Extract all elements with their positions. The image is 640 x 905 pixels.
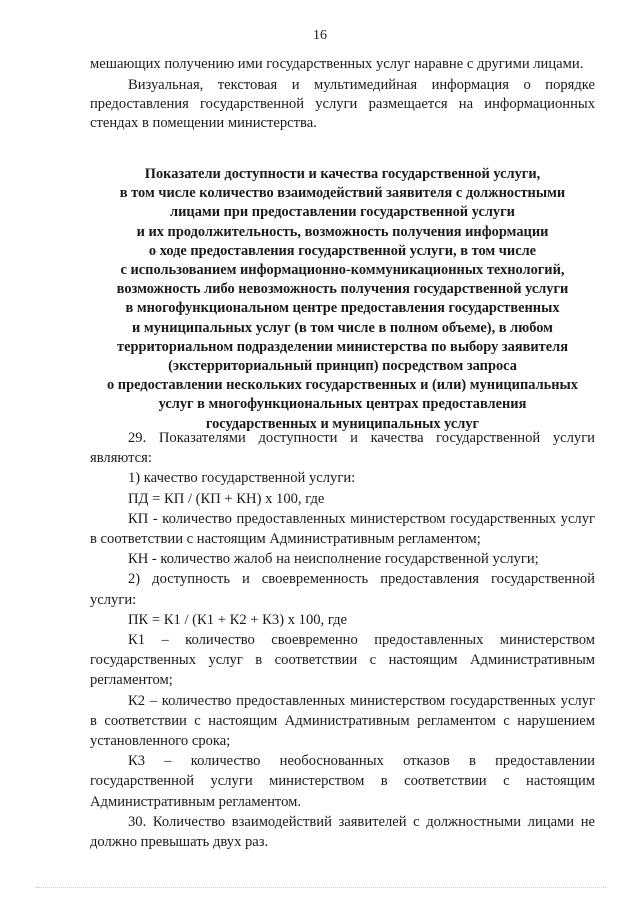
formula-pd: ПД = КП / (КП + КН) х 100, где bbox=[128, 490, 325, 507]
heading-line: в том числе количество взаимодействий заявителя с должностными bbox=[119, 185, 566, 202]
section-heading bbox=[70, 165, 615, 434]
heading-line: о предоставлении нескольких государственных и (или) муниципальных bbox=[107, 377, 578, 394]
page-number: 16 bbox=[313, 28, 327, 43]
paragraph-29: 29. Показателями доступности и качества государственной услуги являются: bbox=[90, 430, 595, 467]
heading-line: возможность либо невозможность получения государственной услуги bbox=[116, 281, 569, 298]
heading-line: Показатели доступности и качества государственной услуги, bbox=[144, 166, 541, 182]
definition-k1: К1 – количество своевременно предоставленных министерством государственных услуг в соответствии с настоящим Административным регламентом; bbox=[90, 632, 595, 689]
heading-line: с использованием информационно-коммуникационных технологий, bbox=[120, 262, 565, 279]
definition-kp: КП - количество предоставленных министерством государственных услуг в соответствии с настоящим Административным регламентом; bbox=[90, 510, 595, 548]
intro-paragraph-info-stands: Визуальная, текстовая и мультимедийная информация о порядке предоставления государственной услуги размещается на информационных стендах в помещении министерства. bbox=[90, 77, 595, 131]
paragraph-30: 30. Количество взаимодействий заявителей с должностными лицами не должно превышать двух раз. bbox=[90, 813, 595, 851]
definition-k2: К2 – количество предоставленных министерством государственных услуг в соответствии с настоящим Административным регламентом с нарушением установленного срока; bbox=[90, 692, 595, 750]
heading-line: (экстерриториальный принцип) посредством запроса bbox=[168, 358, 517, 375]
heading-line: территориальном подразделении министерства по выбору заявителя bbox=[117, 338, 568, 355]
intro-block bbox=[90, 55, 595, 133]
intro-paragraph-continuation: мешающих получению ими государственных услуг наравне с другими лицами. bbox=[90, 56, 584, 72]
scan-artifact-line bbox=[36, 887, 606, 888]
heading-line: о ходе предоставления государственной услуги, в том числе bbox=[148, 242, 537, 259]
heading-line: и их продолжительность, возможность получения информации bbox=[136, 223, 549, 240]
definition-k3: К3 – количество необоснованных отказов в предоставлении государственной услуги министерством в соответствии с настоящим Административным регламентом. bbox=[90, 753, 595, 810]
item-availability: 2) доступность и своевременность предоставления государственной услуги: bbox=[90, 571, 595, 608]
heading-line: лицами при предоставлении государственной услуги bbox=[170, 204, 515, 221]
formula-pk: ПК = К1 / (К1 + К2 + К3) х 100, где bbox=[128, 611, 347, 628]
heading-line: и муниципальных услуг (в том числе в полном объеме), в любом bbox=[132, 319, 553, 336]
heading-line: в многофункциональном центре предоставления государственных bbox=[125, 300, 560, 317]
item-quality: 1) качество государственной услуги: bbox=[128, 470, 356, 487]
definition-kn: КН - количество жалоб на неисполнение государственной услуги; bbox=[128, 551, 539, 568]
section-body bbox=[90, 428, 595, 852]
heading-line: услуг в многофункциональных центрах предоставления bbox=[158, 396, 527, 413]
heading-line: государственных и муниципальных услуг bbox=[205, 415, 480, 432]
